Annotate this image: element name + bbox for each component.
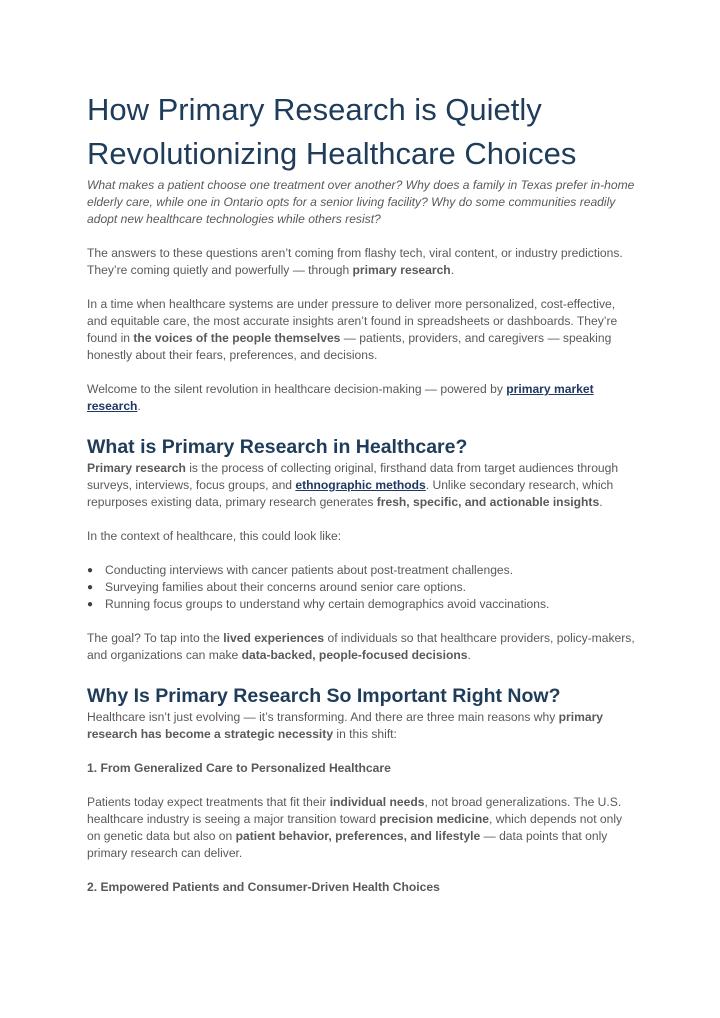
bullet-icon: ● [87,582,94,593]
bold-run: precision medicine [379,812,489,826]
text-run: The goal? To tap into the [87,631,224,645]
spacer [87,862,635,879]
primary-market-research-link[interactable]: primary market research [87,382,594,413]
section2-paragraph-1 [87,709,635,743]
spacer [87,364,635,381]
bold-run: primary research has become a strategic necessity [87,710,604,741]
text-run: , which depends not only on genetic data but also on [87,812,623,843]
text-run: . [450,263,455,277]
bullet-icon: ● [87,565,94,576]
spacer [87,545,635,562]
bold-run: data-backed, people-focused decisions [241,648,468,662]
subheading-personalized-healthcare: 1. From Generalized Care to Personalized Healthcare [87,761,391,775]
list-item [87,562,635,579]
spacer [87,777,635,794]
spacer [87,613,635,630]
intro-paragraph-1 [87,245,635,279]
spacer [87,743,635,760]
list-item-text: Running focus groups to understand why certain demographics avoid vaccinations. [105,597,550,611]
text-run: . [137,399,141,413]
text-run: The answers to these questions aren’t coming from flashy tech, viral content, or industry predictions. They’re coming quietly and powerfully — through [87,246,623,277]
bold-run: patient behavior, preferences, and lifestyle [235,829,481,843]
bold-run: Primary research [87,461,186,475]
bold-run: primary research [352,263,451,277]
intro-paragraph-2 [87,296,635,364]
ethnographic-methods-link[interactable]: ethnographic methods [295,478,426,492]
document-page [87,88,635,896]
bold-run: fresh, specific, and actionable insights [376,495,600,509]
bold-run: the voices of the people themselves [133,331,341,345]
section2-paragraph-2 [87,794,635,862]
spacer [87,228,635,245]
spacer [87,279,635,296]
subheading-empowered-patients: 2. Empowered Patients and Consumer-Driven Health Choices [87,880,440,894]
text-run: — data points that only primary research can deliver. [87,829,608,860]
section1-paragraph-3 [87,630,635,664]
text-run: In a time when healthcare systems are under pressure to deliver more personalized, cost-effective, and equitable care, the most accurate insights aren’t found in spreadsheets or dashboards. They’re found in [87,297,618,345]
list-item [87,596,635,613]
text-run: . [599,495,603,509]
section1-paragraph-2: In the context of healthcare, this could look like: [87,529,342,543]
list-item-text: Surveying families about their concerns around senior care options. [105,580,466,594]
section-heading-why-important: Why Is Primary Research So Important Right Now? [87,685,561,707]
text-run: — patients, providers, and caregivers — speaking honestly about their fears, preferences, and decisions. [87,331,612,362]
text-run: . [467,648,471,662]
text-run: of individuals so that healthcare providers, policy-makers, and organizations can make [87,631,635,662]
examples-list [87,562,635,613]
text-run: . Unlike secondary research, which repurposes existing data, primary research generates [87,478,614,509]
list-item-text: Conducting interviews with cancer patients about post-treatment challenges. [105,563,514,577]
section-heading-what-is: What is Primary Research in Healthcare? [87,436,468,458]
bold-run: lived experiences [223,631,325,645]
text-run: Patients today expect treatments that fit their [87,795,330,809]
list-item [87,579,635,596]
text-run: , not broad generalizations. The U.S. healthcare industry is seeing a major transition toward [87,795,622,826]
spacer [87,511,635,528]
spacer [87,664,635,683]
bold-run: individual needs [329,795,425,809]
text-run: Healthcare isn’t just evolving — it’s transforming. And there are three main reasons why [87,710,559,724]
section1-paragraph-1 [87,460,635,511]
text-run: Welcome to the silent revolution in healthcare decision-making — powered by [87,382,507,396]
page-title: How Primary Research is Quietly Revolutionizing Healthcare Choices [87,92,577,171]
intro-paragraph-3 [87,381,635,415]
spacer [87,415,635,434]
bullet-icon: ● [87,599,94,610]
lead-paragraph: What makes a patient choose one treatment over another? Why does a family in Texas prefer in-home elderly care, while one in Ontario opts for a senior living facility? Why do some communities readily adopt new healthcare technologies while others resist? [87,178,635,226]
text-run: is the process of collecting original, firsthand data from target audiences through surveys, interviews, focus groups, and [87,461,619,492]
text-run: in this shift: [333,727,397,741]
